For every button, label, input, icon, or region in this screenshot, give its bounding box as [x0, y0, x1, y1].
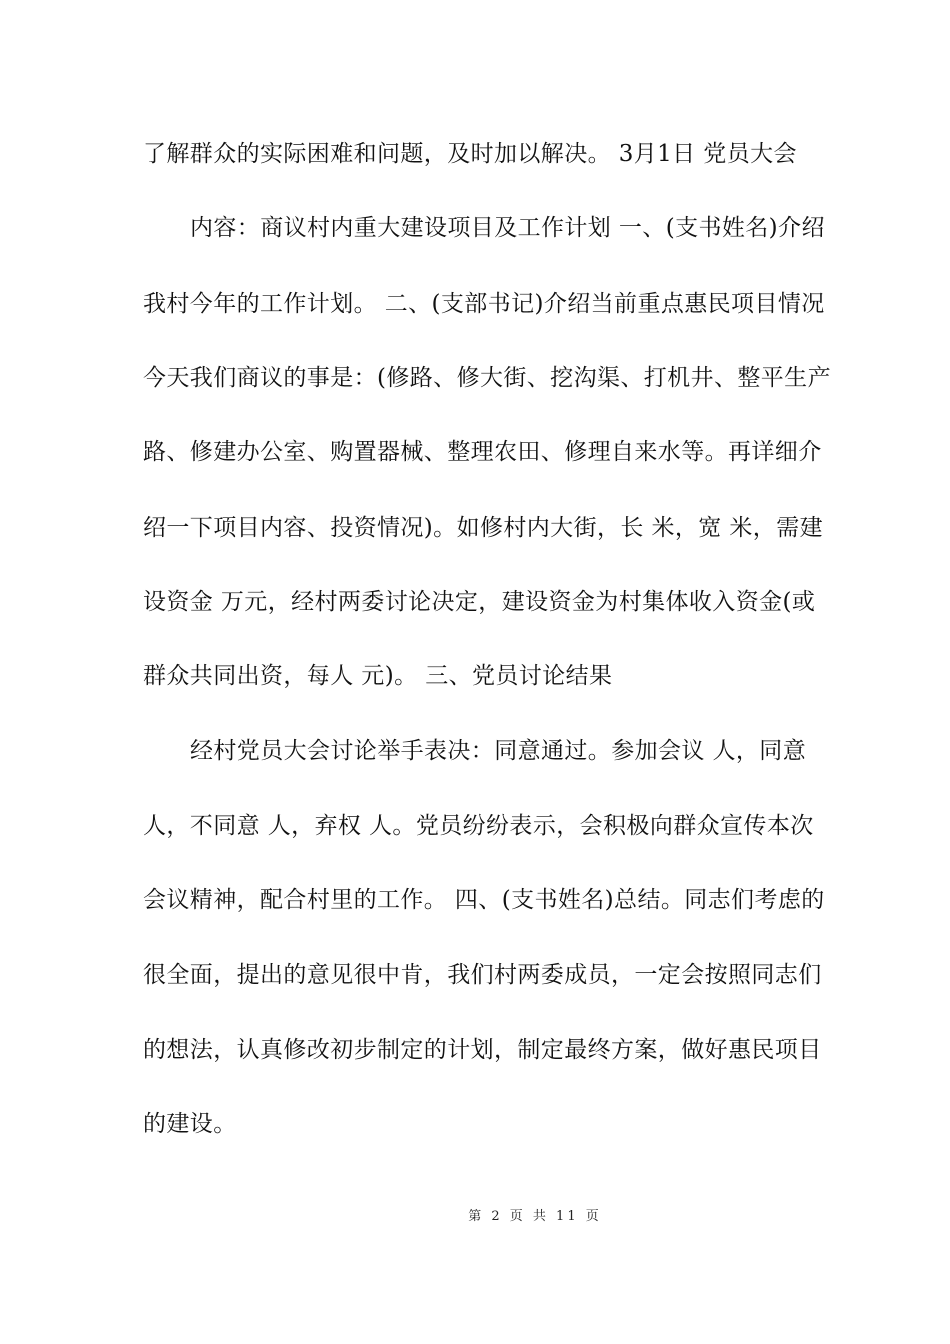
text-line: 内容：商议村内重大建设项目及工作计划 一、(支书姓名)介绍: [190, 215, 825, 241]
text-line: 经村党员大会讨论举手表决：同意通过。参加会议 人，同意: [190, 738, 807, 764]
text-line: 群众共同出资，每人 元)。 三、党员讨论结果: [143, 663, 613, 689]
text-line: 今天我们商议的事是：(修路、修大街、挖沟渠、打机井、整平生产: [143, 365, 831, 391]
text-line: 了解群众的实际困难和问题，及时加以解决。 3月1日 党员大会: [143, 141, 797, 167]
text-line: 我村今年的工作计划。 二、(支部书记)介绍当前重点惠民项目情况: [143, 291, 825, 317]
text-line: 的建设。: [143, 1111, 237, 1137]
text-line: 路、修建办公室、购置器械、整理农田、修理自来水等。再详细介: [143, 439, 822, 465]
text-line: 绍一下项目内容、投资情况)。如修村内大街，长 米，宽 米，需建: [143, 515, 823, 541]
text-line: 人，不同意 人，弃权 人。党员纷纷表示，会积极向群众宣传本次: [143, 813, 814, 839]
text-line: 很全面，提出的意见很中肯，我们村两委成员，一定会按照同志们: [143, 962, 822, 988]
text-line: 会议精神，配合村里的工作。 四、(支书姓名)总结。同志们考虑的: [143, 887, 825, 913]
text-line: 设资金 万元，经村两委讨论决定，建设资金为村集体收入资金(或: [143, 589, 816, 615]
page-number-footer: 第 2 页 共 11 页: [468, 1209, 602, 1224]
text-line: 的想法，认真修改初步制定的计划，制定最终方案，做好惠民项目: [143, 1037, 822, 1063]
